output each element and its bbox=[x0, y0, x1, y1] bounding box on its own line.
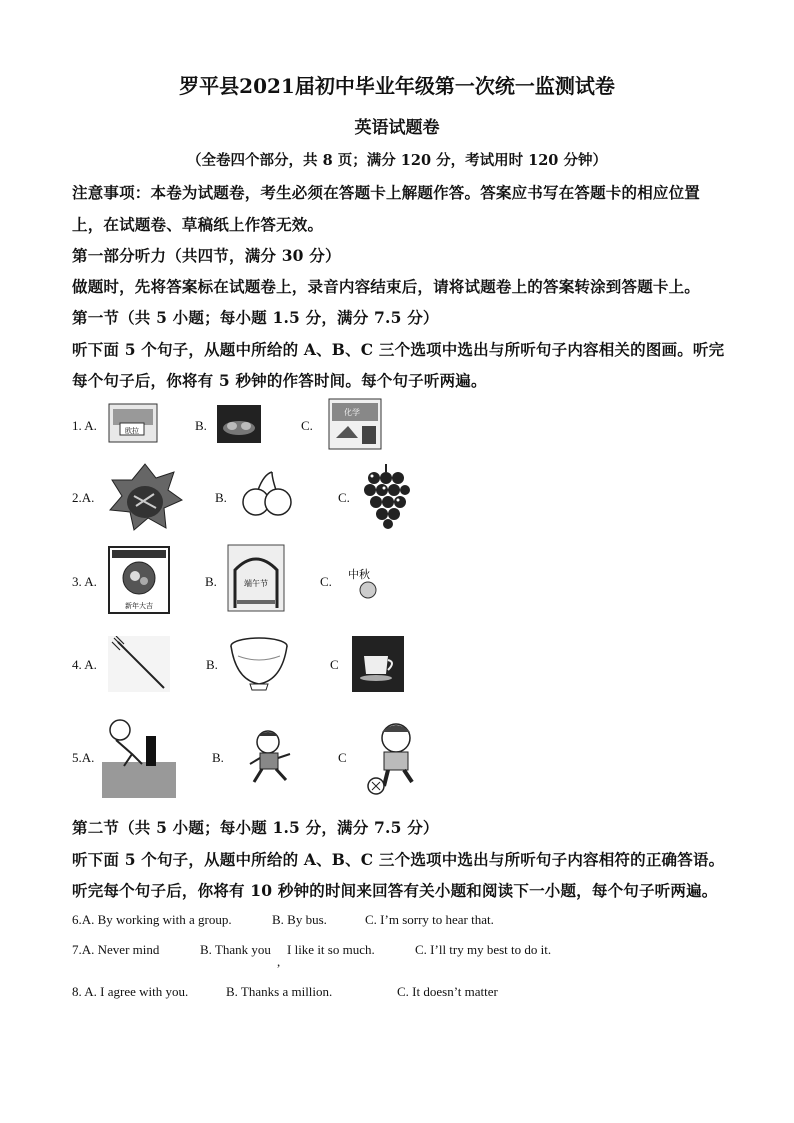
q6-option-c: C. I’m sorry to hear that. bbox=[365, 912, 494, 927]
q2-picture-b bbox=[238, 470, 298, 518]
q3-picture-a bbox=[108, 546, 170, 614]
q1-picture-c-text: 化学 bbox=[344, 408, 360, 417]
section1-instruction-1: 听下面 5 个句子，从题中所给的 A、B、C 三个选项中选出与所听句子内容相关的图画。听完 bbox=[72, 340, 725, 359]
part1-heading: 第一部分听力（共四节，满分 30 分） bbox=[72, 246, 341, 265]
q5-option-b-label: B. bbox=[212, 750, 224, 765]
exam-title: 罗平县2021届初中毕业年级第一次统一监测试卷 bbox=[179, 74, 615, 98]
q1-picture-a bbox=[108, 403, 158, 443]
q2-picture-c bbox=[360, 462, 412, 530]
q2-picture-a bbox=[106, 460, 184, 532]
q1-option-c-label: C. bbox=[301, 418, 313, 433]
section1-heading: 第一节（共 5 小题；每小题 1.5 分，满分 7.5 分） bbox=[72, 308, 439, 327]
q2-option-c-label: C. bbox=[338, 490, 350, 505]
q7-option-b-continued: I like it so much. bbox=[287, 942, 375, 957]
q5-picture-c bbox=[364, 720, 430, 796]
q7-comma-mark: , bbox=[277, 954, 281, 969]
q8-option-c: C. It doesn’t matter bbox=[397, 984, 498, 999]
q8-option-a: 8. A. I agree with you. bbox=[72, 984, 189, 999]
q4-option-b-label: B. bbox=[206, 657, 218, 672]
q1-option-a-label: 1. A. bbox=[72, 418, 97, 433]
q1-picture-b bbox=[216, 404, 262, 444]
q6-option-b: B. By bus. bbox=[272, 912, 327, 927]
notice-line-2: 上，在试题卷、草稿纸上作答无效。 bbox=[72, 215, 324, 234]
q3-option-a-label: 3. A. bbox=[72, 574, 97, 589]
q7-option-a: 7.A. Never mind bbox=[72, 942, 160, 957]
exam-note: （全卷四个部分，共 8 页；满分 120 分，考试用时 120 分钟） bbox=[187, 152, 607, 169]
q4-option-c-label: C bbox=[330, 657, 339, 672]
q3-picture-a-text: 新年大吉 bbox=[125, 602, 153, 610]
q3-picture-c bbox=[344, 556, 380, 602]
section2-heading: 第二节（共 5 小题；每小题 1.5 分，满分 7.5 分） bbox=[72, 818, 439, 837]
section2-instruction-1: 听下面 5 个句子，从题中所给的 A、B、C 三个选项中选出与所听句子内容相符的正确答语。 bbox=[72, 850, 725, 869]
exam-subtitle: 英语试题卷 bbox=[354, 118, 440, 138]
q8-option-b: B. Thanks a million. bbox=[226, 984, 333, 999]
q3-option-c-label: C. bbox=[320, 574, 332, 589]
q1-picture-a-text: 欧拉 bbox=[125, 427, 139, 435]
notice-line-1: 注意事项：本卷为试题卷，考生必须在答题卡上解题作答。答案应书写在答题卡的相应位置 bbox=[72, 183, 701, 202]
q5-picture-a bbox=[102, 716, 176, 798]
q3-picture-c-text: 中秋 bbox=[348, 568, 370, 581]
section2-instruction-2: 听完每个句子后，你将有 10 秒钟的时间来回答有关小题和阅读下一小题，每个句子听两遍。 bbox=[72, 881, 718, 900]
q3-picture-b bbox=[227, 544, 285, 612]
q5-picture-b bbox=[244, 728, 296, 786]
q7-option-b: B. Thank you bbox=[200, 942, 271, 957]
q3-picture-b-text: 端午节 bbox=[244, 579, 268, 588]
q2-option-a-label: 2.A. bbox=[72, 490, 95, 505]
q4-picture-b bbox=[228, 636, 290, 692]
q1-option-b-label: B. bbox=[195, 418, 207, 433]
q3-option-b-label: B. bbox=[205, 574, 217, 589]
q6-option-a: 6.A. By working with a group. bbox=[72, 912, 232, 927]
part1-instruction: 做题时，先将答案标在试题卷上，录音内容结束后，请将试题卷上的答案转涂到答题卡上。 bbox=[72, 277, 701, 296]
q5-option-a-label: 5.A. bbox=[72, 750, 95, 765]
q4-picture-a bbox=[108, 636, 170, 692]
q1-picture-c bbox=[328, 398, 382, 450]
q2-option-b-label: B. bbox=[215, 490, 227, 505]
q7-option-c: C. I’ll try my best to do it. bbox=[415, 942, 552, 957]
q4-picture-c bbox=[352, 636, 404, 692]
q5-option-c-label: C bbox=[338, 750, 347, 765]
section1-instruction-2: 每个句子后，你将有 5 秒钟的作答时间。每个句子听两遍。 bbox=[72, 371, 487, 390]
q4-option-a-label: 4. A. bbox=[72, 657, 97, 672]
